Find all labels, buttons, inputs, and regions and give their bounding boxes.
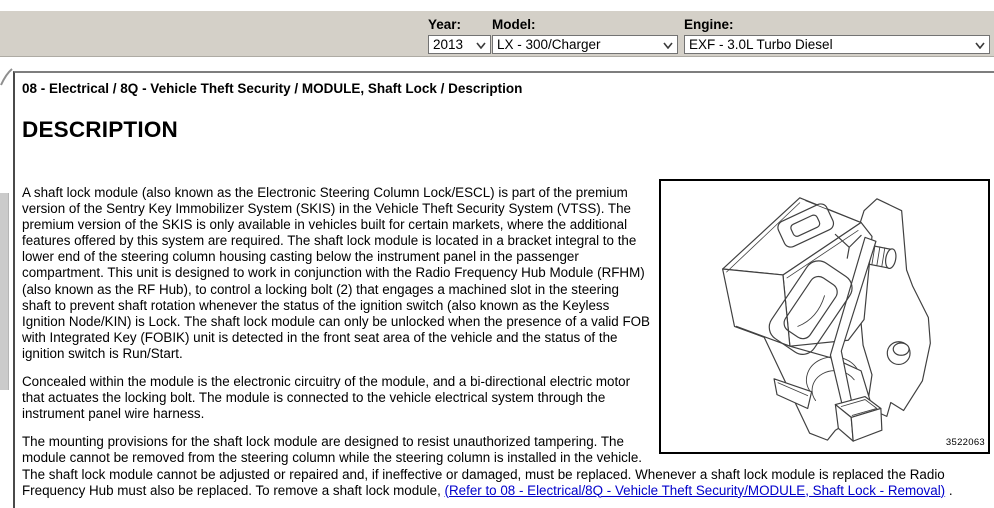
shaft-lock-module-drawing [661, 181, 988, 452]
model-selector-group [492, 18, 678, 54]
year-select-value: 2013 [433, 37, 464, 52]
engine-selector-group [684, 18, 990, 54]
model-label: Model: [492, 17, 536, 32]
year-label: Year: [428, 17, 462, 32]
left-frame-artifact-line [0, 68, 13, 88]
chevron-down-icon [663, 42, 673, 49]
engine-label: Engine: [684, 17, 734, 32]
paragraph-3-lead: The mounting provisions for the shaft lock module are designed to resist unauthorized tampering. The module cannot be removed from the steering column while the steering column is installed in the vehicle. The shaft lock module cannot be adjusted or repaired and, if ineffective or damaged, must be replaced. Whenever a shaft lock module is replaced the Radio Frequency Hub must also be replaced. To remove a shaft lock module, [22, 434, 945, 498]
left-frame-scrollbar[interactable] [0, 193, 9, 390]
description-article [22, 185, 990, 499]
description-paragraph-2: Concealed within the module is the electronic circuitry of the module, and a bi-directional electric motor that actuates the locking bolt. The module is connected to the vehicle electrical system through the instrument panel wire harness. [22, 374, 631, 422]
breadcrumb: 08 - Electrical / 8Q - Vehicle Theft Security / MODULE, Shaft Lock / Description [22, 81, 523, 96]
figure-number: 3522063 [945, 436, 985, 448]
document-frame [13, 71, 994, 508]
year-selector-group [428, 18, 491, 54]
chevron-down-icon [476, 42, 486, 49]
paragraph-3-tail: . [945, 482, 953, 498]
model-select[interactable] [492, 35, 678, 54]
page-title: DESCRIPTION [22, 117, 178, 142]
chevron-down-icon [975, 42, 985, 49]
vehicle-selector-toolbar [0, 11, 994, 57]
description-paragraph-1: A shaft lock module (also known as the Electronic Steering Column Lock/ESCL) is part of the premium version of the Sentry Key Immobilizer System (SKIS) in the Vehicle Theft Security System (VTSS). The premium version of the SKIS is only available in vehicles built for certain markets, where the additional features offered by this system are required. The shaft lock module is located in a bracket integral to the lower end of the steering column housing casting below the instrument panel in the passenger compartment. This unit is designed to work in conjunction with the Radio Frequency Hub Module (RFHM) (also known as the RF Hub), to control a locking bolt (2) that engages a machined slot in the steering shaft to prevent shaft rotation whenever the status of the ignition switch (also known as the Keyless Ignition Node/KIN) is Lock. The shaft lock module can only be unlocked when the presence of a valid FOB with Integrated Key (FOBIK) unit is detected in the front seat area of the vehicle and the status of the ignition switch is Run/Start. [22, 185, 650, 361]
year-select[interactable] [428, 35, 491, 54]
shaft-lock-module-figure [659, 179, 990, 454]
model-select-value: LX - 300/Charger [497, 37, 601, 52]
engine-select-value: EXF - 3.0L Turbo Diesel [689, 37, 833, 52]
removal-procedure-link[interactable]: (Refer to 08 - Electrical/8Q - Vehicle Theft Security/MODULE, Shaft Lock - Removal) [444, 482, 946, 498]
engine-select[interactable] [684, 35, 990, 54]
